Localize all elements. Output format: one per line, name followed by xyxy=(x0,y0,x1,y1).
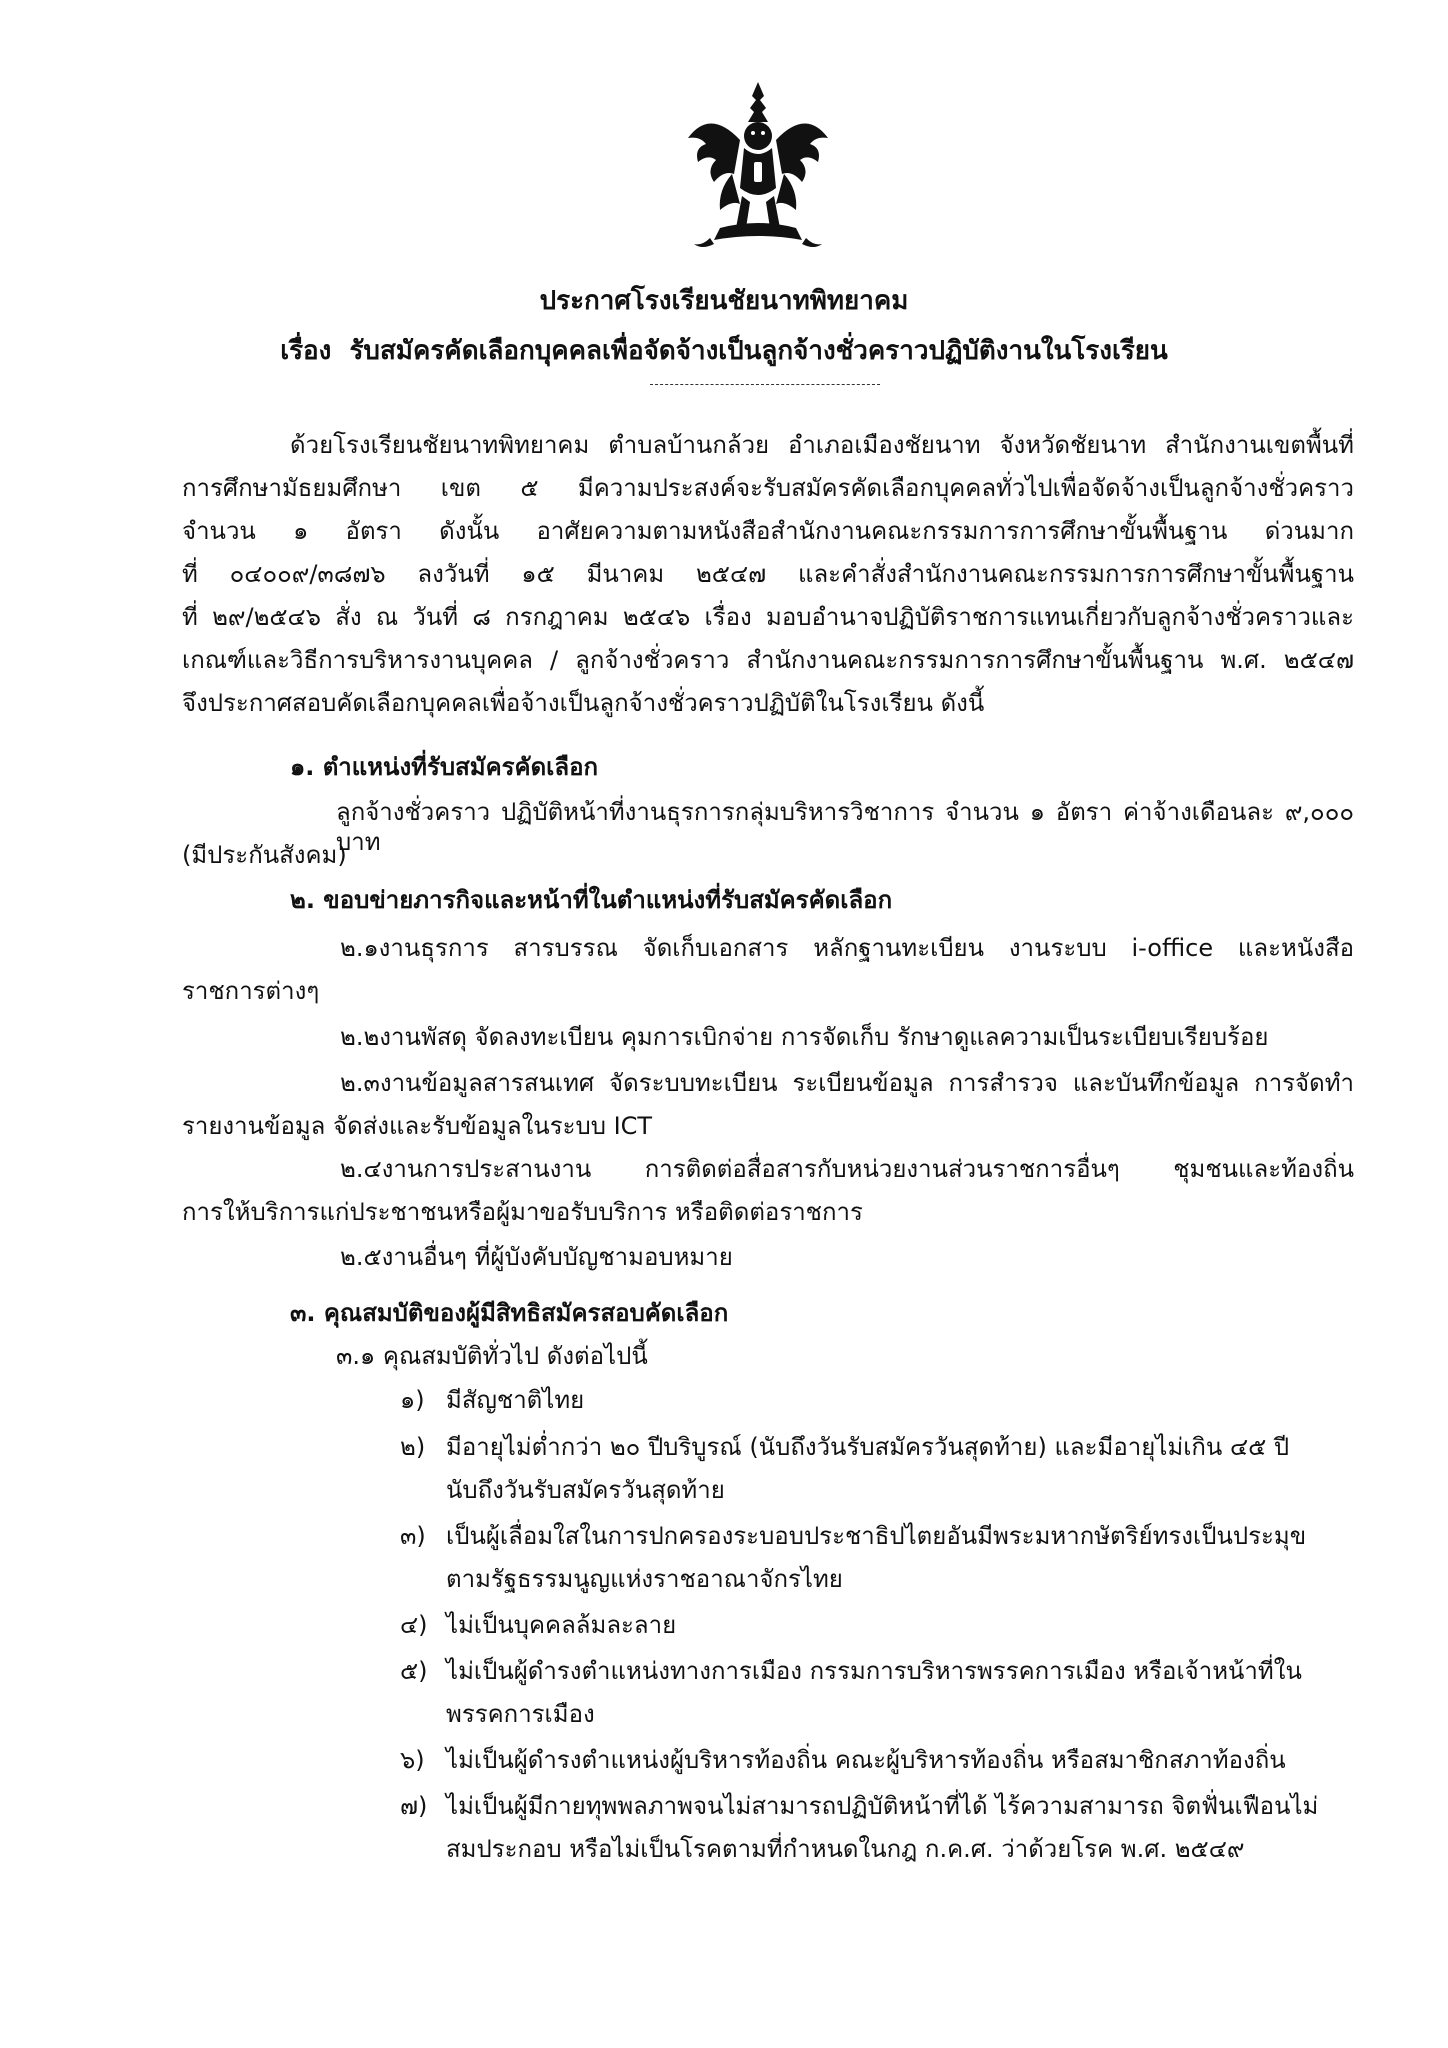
item-number: ๗) xyxy=(400,1792,428,1820)
intro-line: จึงประกาศสอบคัดเลือกบุคคลเพื่อจ้างเป็นลูกจ้างชั่วคราวปฏิบัติในโรงเรียน ดังนี้ xyxy=(182,689,985,717)
section-2-line: ๒.๑งานธุรการ สารบรรณ จัดเก็บเอกสาร หลักฐานทะเบียน งานระบบ i-office และหนังสือ xyxy=(340,934,1354,962)
intro-line: เกณฑ์และวิธีการบริหารงานบุคคล / ลูกจ้างชั่วคราว สำนักงานคณะกรรมการการศึกษาขั้นพื้นฐาน พ.ศ. ๒๕๔๗ xyxy=(182,646,1354,674)
section-1-line: (มีประกันสังคม) xyxy=(182,841,347,869)
item-number: ๒) xyxy=(400,1433,426,1461)
item-text: พรรคการเมือง xyxy=(446,1700,595,1728)
garuda-emblem-icon xyxy=(680,78,836,252)
item-text: ตามรัฐธรรมนูญแห่งราชอาณาจักรไทย xyxy=(446,1565,843,1593)
intro-line: ด้วยโรงเรียนชัยนาทพิทยาคม ตำบลบ้านกล้วย อำเภอเมืองชัยนาท จังหวัดชัยนาท สำนักงานเขตพื้นที่ xyxy=(290,431,1354,459)
item-text: ไม่เป็นผู้มีกายทุพพลภาพจนไม่สามารถปฏิบัติหน้าที่ได้ ไร้ความสามารถ จิตฟั่นเฟือนไม่ xyxy=(446,1792,1319,1820)
item-text: ไม่เป็นผู้ดำรงตำแหน่งทางการเมือง กรรมการบริหารพรรคการเมือง หรือเจ้าหน้าที่ใน xyxy=(446,1657,1302,1685)
subject-text: รับสมัครคัดเลือกบุคคลเพื่อจัดจ้างเป็นลูกจ้างชั่วคราวปฏิบัติงานในโรงเรียน xyxy=(349,336,1168,366)
intro-line: จำนวน ๑ อัตรา ดังนั้น อาศัยความตามหนังสือสำนักงานคณะกรรมการการศึกษาขั้นพื้นฐาน ด่วนมาก xyxy=(182,517,1354,545)
announcement-subject xyxy=(0,330,1448,371)
item-text: มีอายุไม่ต่ำกว่า ๒๐ ปีบริบูรณ์ (นับถึงวันรับสมัครวันสุดท้าย) และมีอายุไม่เกิน ๔๕ ปี xyxy=(446,1433,1290,1461)
intro-line: การศึกษามัธยมศึกษา เขต ๕ มีความประสงค์จะรับสมัครคัดเลือกบุคคลทั่วไปเพื่อจัดจ้างเป็นลูกจ้างชั่วคราว xyxy=(182,474,1354,502)
item-text: นับถึงวันรับสมัครวันสุดท้าย xyxy=(446,1476,725,1504)
section-2-line: รายงานข้อมูล จัดส่งและรับข้อมูลในระบบ ICT xyxy=(182,1112,653,1140)
section-2-line: การให้บริการแก่ประชาชนหรือผู้มาขอรับบริการ หรือติดต่อราชการ xyxy=(182,1198,863,1226)
section-2-line: ราชการต่างๆ xyxy=(182,977,320,1005)
section-1-heading: ๑. ตำแหน่งที่รับสมัครคัดเลือก xyxy=(290,753,599,781)
section-2-line: ๒.๔งานการประสานงาน การติดต่อสื่อสารกับหน่วยงานส่วนราชการอื่นๆ ชุมชนและท้องถิ่น xyxy=(340,1155,1354,1183)
section-2-line: ๒.๕งานอื่นๆ ที่ผู้บังคับบัญชามอบหมาย xyxy=(340,1243,733,1271)
item-number: ๑) xyxy=(400,1386,425,1414)
item-text: ไม่เป็นผู้ดำรงตำแหน่งผู้บริหารท้องถิ่น คณะผู้บริหารท้องถิ่น หรือสมาชิกสภาท้องถิ่น xyxy=(446,1746,1286,1774)
item-number: ๓) xyxy=(400,1522,426,1550)
section-1-line: ลูกจ้างชั่วคราว ปฏิบัติหน้าที่งานธุรการกลุ่มบริหารวิชาการ จำนวน ๑ อัตรา ค่าจ้างเดือนละ ๙,๐๐๐ บาท xyxy=(336,798,1354,856)
section-2-heading: ๒. ขอบข่ายภารกิจและหน้าที่ในตำแหน่งที่รับสมัครคัดเลือก xyxy=(290,886,893,914)
subject-prefix: เรื่อง xyxy=(280,336,332,366)
section-3-heading: ๓. คุณสมบัติของผู้มีสิทธิสมัครสอบคัดเลือก xyxy=(290,1299,729,1327)
announcement-title: ประกาศโรงเรียนชัยนาทพิทยาคม xyxy=(539,286,909,316)
item-text: สมประกอบ หรือไม่เป็นโรคตามที่กำหนดในกฎ ก.ค.ศ. ว่าด้วยโรค พ.ศ. ๒๕๔๙ xyxy=(446,1835,1245,1863)
title-separator xyxy=(650,384,880,385)
item-number: ๖) xyxy=(400,1746,425,1774)
item-text: ไม่เป็นบุคคลล้มละลาย xyxy=(446,1611,677,1639)
item-number: ๔) xyxy=(400,1611,428,1639)
section-2-line: ๒.๓งานข้อมูลสารสนเทศ จัดระบบทะเบียน ระเบียนข้อมูล การสำรวจ และบันทึกข้อมูล การจัดทำ xyxy=(340,1069,1355,1097)
intro-line: ที่ ๐๔๐๐๙/๓๘๗๖ ลงวันที่ ๑๕ มีนาคม ๒๕๔๗ และคำสั่งสำนักงานคณะกรรมการการศึกษาขั้นพื้นฐาน xyxy=(182,560,1354,588)
section-2-line: ๒.๒งานพัสดุ จัดลงทะเบียน คุมการเบิกจ่าย การจัดเก็บ รักษาดูแลความเป็นระเบียบเรียบร้อย xyxy=(340,1023,1269,1051)
item-text: เป็นผู้เลื่อมใสในการปกครองระบอบประชาธิปไตยอันมีพระมหากษัตริย์ทรงเป็นประมุข xyxy=(446,1522,1307,1550)
item-number: ๕) xyxy=(400,1657,428,1685)
item-text: มีสัญชาติไทย xyxy=(446,1386,585,1414)
intro-line: ที่ ๒๙/๒๕๔๖ สั่ง ณ วันที่ ๘ กรกฎาคม ๒๕๔๖ เรื่อง มอบอำนาจปฏิบัติราชการแทนเกี่ยวกับลูกจ้างชั่วคราวและ xyxy=(182,603,1354,631)
section-3-subheading: ๓.๑ คุณสมบัติทั่วไป ดังต่อไปนี้ xyxy=(336,1342,648,1370)
